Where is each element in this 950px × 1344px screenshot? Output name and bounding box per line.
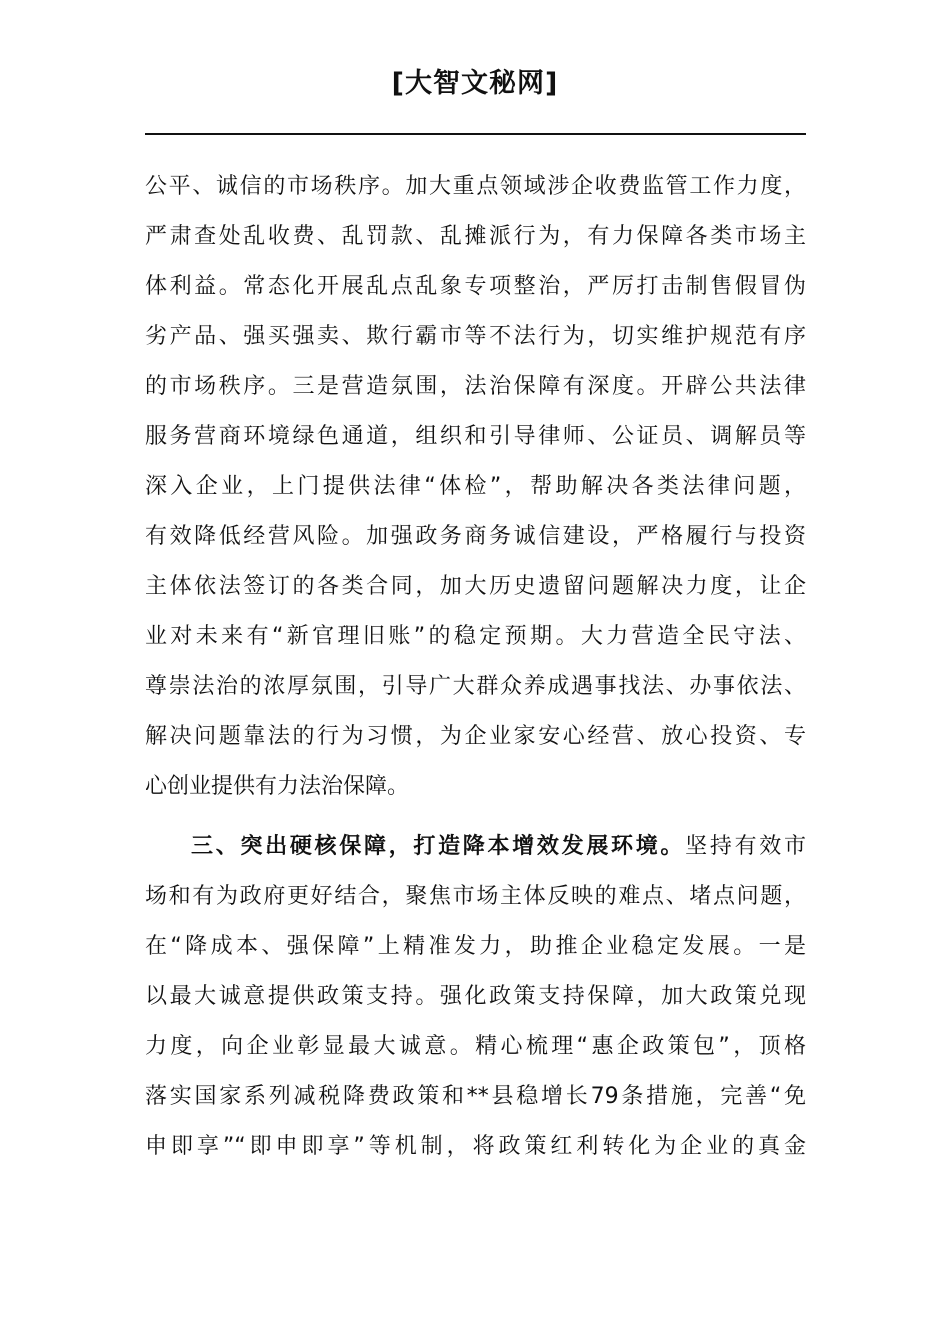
text-line: 深入企业，上门提供法律“体检”，帮助解决各类法律问题， (145, 474, 806, 499)
heading-continuation: 坚持有效市 (685, 834, 806, 859)
page-header-title: [大智文秘网] (391, 68, 559, 99)
text-line: 公平、诚信的市场秩序。加大重点领域涉企收费监管工作力度， (145, 174, 806, 199)
text-line: 申即享”“即申即享”等机制，将政策红利转化为企业的真金 (145, 1134, 806, 1159)
text-line: 服务营商环境绿色通道，组织和引导律师、公证员、调解员等 (145, 424, 806, 449)
section-heading: 三、突出硬核保障，打造降本增效发展环境。 (191, 834, 686, 859)
text-line: 落实国家系列减税降费政策和**县稳增长79条措施，完善“免 (145, 1084, 806, 1109)
text-line: 体利益。常态化开展乱点乱象专项整治，严厉打击制售假冒伪 (145, 274, 806, 299)
text-line: 以最大诚意提供政策支持。强化政策支持保障，加大政策兑现 (145, 984, 806, 1009)
text-line-first (145, 822, 806, 872)
text-line: 心创业提供有力法治保障。 (145, 774, 410, 799)
text-line: 场和有为政府更好结合，聚焦市场主体反映的难点、堵点问题， (145, 884, 806, 909)
text-line: 尊崇法治的浓厚氛围，引导广大群众养成遇事找法、办事依法、 (145, 674, 806, 699)
text-line: 业对未来有“新官理旧账”的稳定预期。大力营造全民守法、 (145, 624, 806, 649)
paragraph-2 (145, 822, 806, 1172)
text-line: 严肃查处乱收费、乱罚款、乱摊派行为，有力保障各类市场主 (145, 224, 806, 249)
text-line: 的市场秩序。三是营造氛围，法治保障有深度。开辟公共法律 (145, 374, 806, 399)
text-line: 解决问题靠法的行为习惯，为企业家安心经营、放心投资、专 (145, 724, 806, 749)
paragraph-1 (145, 162, 806, 812)
text-line: 在“降成本、强保障”上精准发力，助推企业稳定发展。一是 (145, 934, 806, 959)
text-line: 有效降低经营风险。加强政务商务诚信建设，严格履行与投资 (145, 524, 806, 549)
document-body (145, 162, 806, 1172)
text-line: 主体依法签订的各类合同，加大历史遗留问题解决力度，让企 (145, 574, 806, 599)
text-line: 劣产品、强买强卖、欺行霸市等不法行为，切实维护规范有序 (145, 324, 806, 349)
text-line: 力度，向企业彰显最大诚意。精心梳理“惠企政策包”，顶格 (145, 1034, 806, 1059)
header-divider (145, 133, 806, 135)
paragraph-gap (145, 812, 806, 822)
